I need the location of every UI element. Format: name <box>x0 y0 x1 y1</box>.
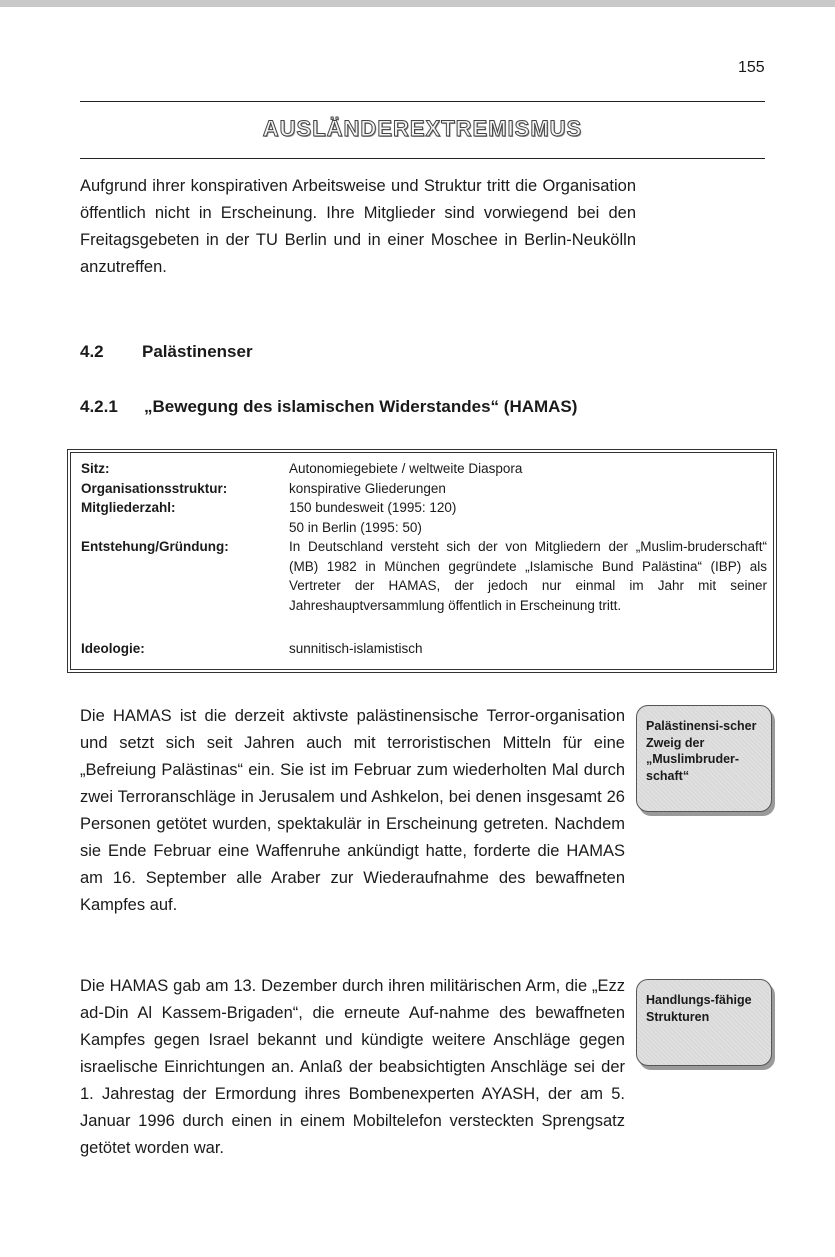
subsection-number: 4.2.1 <box>80 397 118 416</box>
section-heading <box>80 342 253 362</box>
section-number: 4.2 <box>80 342 104 361</box>
margin-note <box>636 979 772 1066</box>
fact-label: Sitz: <box>81 461 110 476</box>
fact-value: 50 in Berlin (1995: 50) <box>289 519 422 535</box>
margin-note-text: Handlungs-fähige Strukturen <box>646 993 752 1024</box>
fact-label: Ideologie: <box>81 641 145 656</box>
margin-note <box>636 705 772 812</box>
fact-value: In Deutschland versteht sich der von Mitgliedern der „Muslim-bruderschaft“ (MB) 1982 in München gegründete „Islamische Bund Palästina“ (IBP) als Vertreter der HAMAS, der jedoch nur einmal im Jahr mit seiner Jahreshauptversammlung öffentlich in Erscheinung tritt. <box>289 539 767 613</box>
fact-value: sunnitisch-islamistisch <box>289 641 423 656</box>
fact-label: Organisationsstruktur: <box>81 480 228 496</box>
organization-fact-box <box>67 449 777 673</box>
fact-label: Mitgliederzahl: <box>81 500 176 515</box>
fact-value: 150 bundesweit (1995: 120) <box>289 500 457 515</box>
fact-value: konspirative Gliederungen <box>289 480 446 496</box>
fact-label: Entstehung/Gründung: <box>81 539 229 554</box>
subsection-heading <box>80 397 577 417</box>
fact-value: Autonomiegebiete / weltweite Diaspora <box>289 461 523 476</box>
intro-paragraph: Aufgrund ihrer konspirativen Arbeitsweise und Struktur tritt die Organisation öffentlich nicht in Erscheinung. Ihre Mitglieder sind vorwiegend bei den Freitagsgebeten in der TU Berlin und in einer Moschee in Berlin-Neukölln anzutreffen. <box>80 177 636 276</box>
subsection-title: „Bewegung des islamischen Widerstandes“ (HAMAS) <box>144 397 578 416</box>
header-rule-top <box>80 101 765 102</box>
header-rule-bottom <box>80 158 765 159</box>
body-paragraph: Die HAMAS gab am 13. Dezember durch ihren militärischen Arm, die „Ezz ad-Din Al Kassem-Brigaden“, die erneute Auf-nahme des bewaffneten Kampfes gegen Israel bekannt und kündigte weitere Anschläge gegen israelische Einrichtungen an. Anlaß der beabsichtigten Anschläge sei der 1. Jahrestag der Ermordung ihres Bombenexperten AYASH, der am 5. Januar 1996 durch einen in einem Mobiltelefon versteckten Sprengsatz getötet worden war. <box>80 977 625 1157</box>
margin-note-text: Palästinensi-scher Zweig der „Muslimbruder-schaft“ <box>646 719 757 783</box>
section-title: Palästinenser <box>142 342 253 361</box>
scan-top-edge <box>0 0 835 7</box>
page-number: 155 <box>738 59 765 76</box>
body-paragraph: Die HAMAS ist die derzeit aktivste palästinensische Terror-organisation und setzt sich seit Jahren auch mit terroristischen Mitteln für eine „Befreiung Palästinas“ ein. Sie ist im Februar zum wiederholten Mal durch zwei Terroranschläge in Jerusalem und Ashkelon, bei denen insgesamt 26 Personen getötet wurden, spektakulär in Erscheinung getreten. Nachdem sie Ende Februar eine Waffenruhe ankündigt hatte, forderte die HAMAS am 16. September alle Araber zur Wiederaufnahme des bewaffneten Kampfes auf. <box>80 707 625 914</box>
fact-box-inner-frame <box>70 452 774 670</box>
running-header: AUSLÄNDEREXTREMISMUS <box>262 116 583 141</box>
